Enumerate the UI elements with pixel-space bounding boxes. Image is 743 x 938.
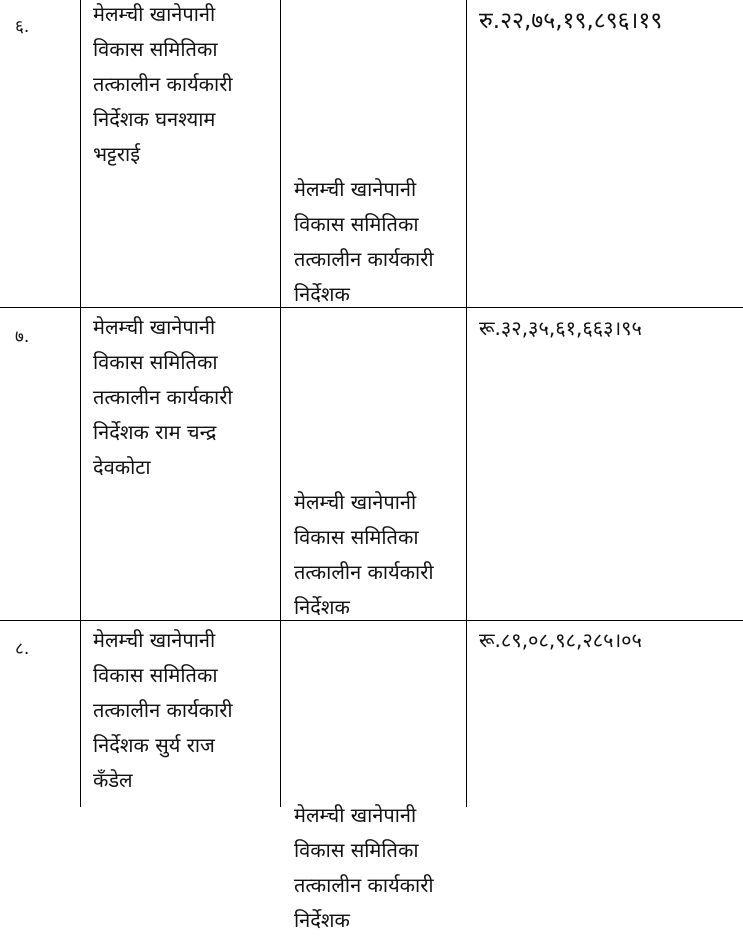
amount-cell: रू.८९,०८,९८,२८५।०५ [479, 628, 642, 652]
serial-number-cell: ६. [15, 17, 30, 37]
table-row [0, 0, 743, 308]
table-row [0, 308, 743, 621]
table-row [0, 621, 743, 932]
person-name-cell: मेलम्ची खानेपानी विकास समितिका तत्कालीन कार्यकारी निर्देशक घनश्याम भट्टराई [93, 2, 233, 166]
position-cell: मेलम्ची खानेपानी विकास समितिका तत्कालीन कार्यकारी निर्देशक [294, 803, 434, 932]
serial-number-cell: ७. [15, 327, 30, 347]
amount-cell: रु.२२,७५,१९,८९६।१९ [479, 8, 663, 34]
person-name-cell: मेलम्ची खानेपानी विकास समितिका तत्कालीन कार्यकारी निर्देशक राम चन्द्र देवकोटा [93, 315, 233, 479]
position-cell: मेलम्ची खानेपानी विकास समितिका तत्कालीन कार्यकारी निर्देशक [294, 490, 434, 619]
serial-number-cell: ८. [15, 639, 30, 659]
amount-cell: रू.३२,३५,६१,६६३।९५ [479, 316, 642, 340]
position-cell: मेलम्ची खानेपानी विकास समितिका तत्कालीन कार्यकारी निर्देशक [294, 177, 434, 306]
person-name-cell: मेलम्ची खानेपानी विकास समितिका तत्कालीन कार्यकारी निर्देशक सुर्य राज कँडेल [93, 628, 233, 792]
